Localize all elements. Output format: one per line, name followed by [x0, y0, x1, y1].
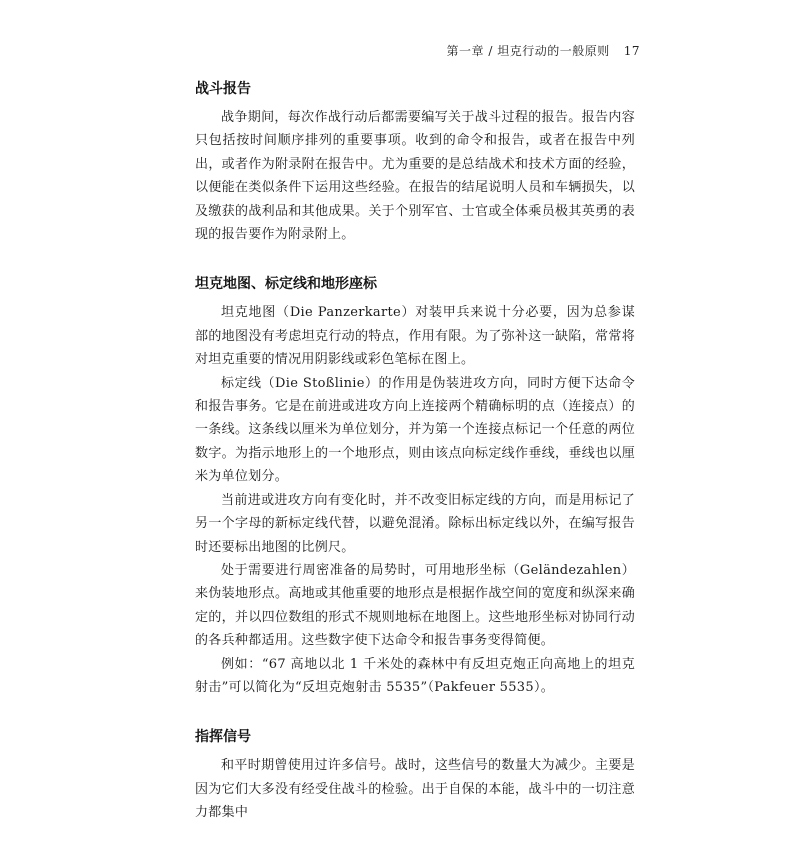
page-number: 17	[623, 44, 640, 58]
paragraph: 标定线（Die Stoßlinie）的作用是伪装进攻方向，同时方便下达命令和报告事务。它是在前进或进攻方向上连接两个精确标明的点（连接点）的一条线。这条线以厘米为单位划分，并为第一个连接点标记一个任意的两位数字。为指示地形上的一个地形点，则由该点向标定线作垂线，垂线也以厘米为单位划分。	[195, 375, 635, 485]
paragraph: 和平时期曾使用过许多信号。战时，这些信号的数量大为减少。主要是因为它们大多没有经受住战斗的检验。出于自保的本能，战斗中的一切注意力都集中	[195, 758, 635, 821]
running-header	[447, 42, 640, 59]
section-heading: 坦克地图、标定线和地形座标	[195, 276, 377, 293]
section-heading: 战斗报告	[195, 81, 251, 97]
page-body	[195, 78, 635, 852]
section-combat-report	[195, 78, 635, 246]
section-heading: 指挥信号	[195, 729, 251, 746]
paragraph: 坦克地图（Die Panzerkarte）对装甲兵来说十分必要，因为总参谋部的地图没有考虑坦克行动的特点，作用有限。为了弥补这一缺陷，常常将对坦克重要的情况用阴影线或彩色笔标在图上。	[195, 305, 635, 368]
paragraph: 处于需要进行周密准备的局势时，可用地形坐标（Geländezahlen）来伪装地形点。高地或其他重要的地形点是根据作战空间的宽度和纵深来确定的，并以四位数组的形式不规则地标在地图上。这些地形坐标对协同行动的各兵种都适用。这些数字使下达命令和报告事务变得简便。	[195, 562, 635, 649]
chapter-title: 第一章 / 坦克行动的一般原则	[446, 44, 610, 58]
paragraph: 战争期间，每次作战行动后都需要编写关于战斗过程的报告。报告内容只包括按时间顺序排列的重要事项。收到的命令和报告，或者在报告中列出，或者作为附录附在报告中。尤为重要的是总结战术和技术方面的经验，以便能在类似条件下运用这些经验。在报告的结尾说明人员和车辆损失，以及缴获的战利品和其他成果。关于个别军官、士官或全体乘员极其英勇的表现的报告要作为附录附上。	[195, 110, 635, 243]
section-command-signals	[195, 726, 635, 824]
section-tank-map	[195, 273, 635, 699]
paragraph: 例如：“67 高地以北 1 千米处的森林中有反坦克炮正向高地上的坦克射击”可以简化为“反坦克炮射击 5535”（Pakfeuer 5535）。	[195, 656, 635, 695]
paragraph: 当前进或进攻方向有变化时，并不改变旧标定线的方向，而是用标记了另一个字母的新标定线代替，以避免混淆。除标出标定线以外，在编写报告时还要标出地图的比例尺。	[195, 492, 635, 555]
